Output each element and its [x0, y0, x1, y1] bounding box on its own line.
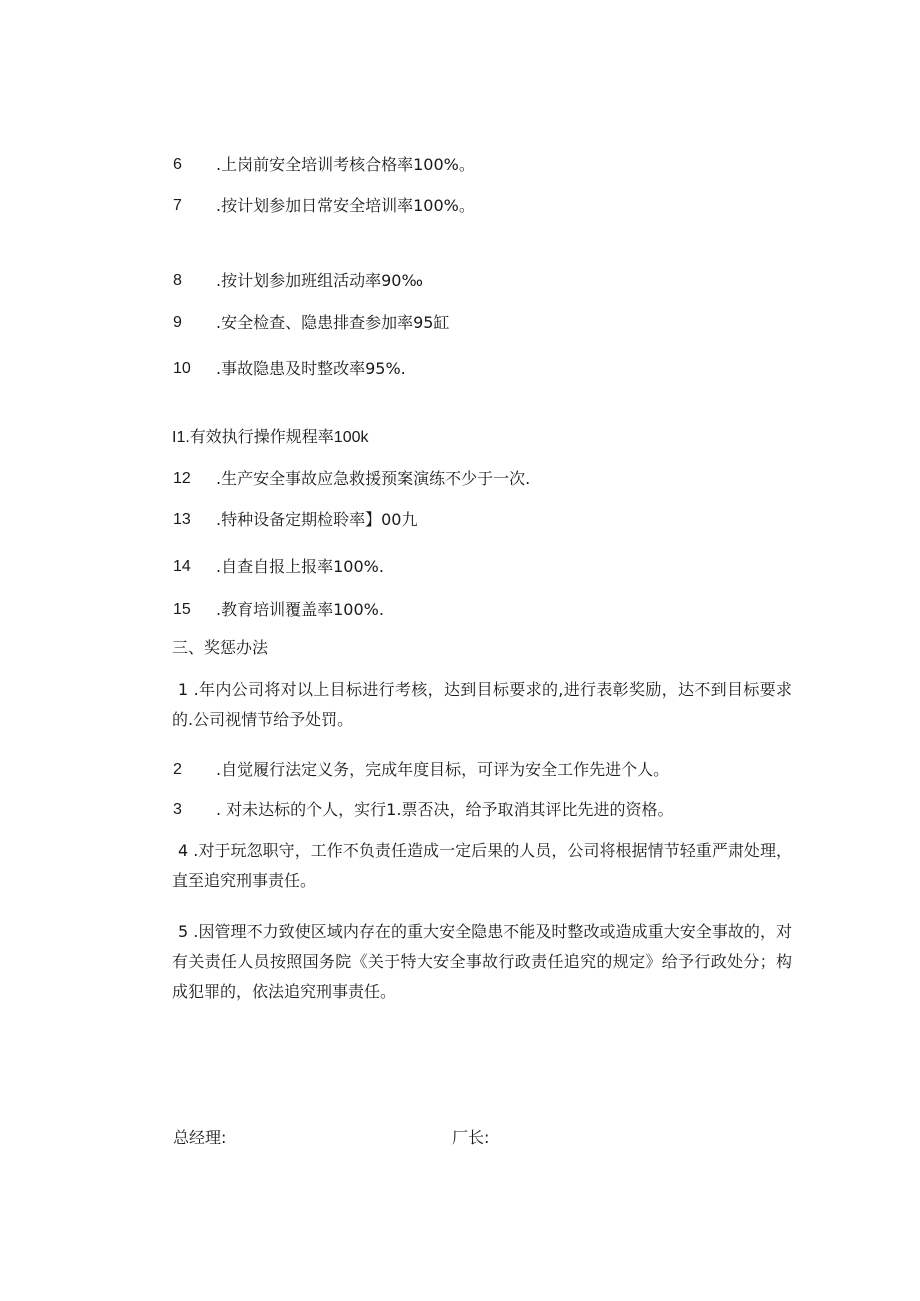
- rule-paragraph: [172, 917, 792, 1007]
- item-text: .生产安全事故应急救援预案演练不少于一次.: [216, 469, 531, 488]
- item-text: .按计划参加班组活动率90‰: [216, 271, 423, 290]
- rule-text: 1 .年内公司将对以上目标进行考核，达到目标要求的,进行表彰奖励，达不到目标要求的.公司视情节给予处罚。: [172, 680, 792, 729]
- rule-number: 2: [173, 761, 182, 778]
- rule-text: .自觉履行法定义务，完成年度目标，可评为安全工作先进个人。: [216, 760, 670, 779]
- item-number: 7: [173, 197, 182, 214]
- item-number: 15: [173, 601, 191, 618]
- item-number: 8: [173, 272, 182, 289]
- rule-number: 3: [173, 801, 182, 818]
- item-text: .教育培训覆盖率100%.: [216, 600, 384, 619]
- rule-paragraph: [172, 675, 792, 735]
- item-text: .按计划参加日常安全培训率100%。: [216, 196, 475, 215]
- item-number: 12: [173, 470, 191, 487]
- item-number: 13: [173, 511, 191, 528]
- item-text: I1.有效执行操作规程率100k: [172, 429, 369, 446]
- item-number: 9: [173, 314, 182, 331]
- factory-director-signature-label: 厂长:: [452, 1128, 490, 1147]
- rule-text: . 对未达标的个人，实行1.票否决，给予取消其评比先进的资格。: [216, 800, 674, 819]
- rule-text: 5 .因管理不力致使区域内存在的重大安全隐患不能及时整改或造成重大安全事故的，对有关责任人员按照国务院《关于特大安全事故行政责任追究的规定》给予行政处分；构成犯罪的，依法追究刑事责任。: [172, 922, 792, 1001]
- rule-text: 4 .对于玩忽职守，工作不负责任造成一定后果的人员，公司将根据情节轻重严肃处理，直至追究刑事责任。: [172, 841, 792, 890]
- general-manager-signature-label: 总经理:: [173, 1128, 227, 1147]
- item-text: .自查自报上报率100%.: [216, 557, 384, 576]
- item-number: 14: [173, 558, 191, 575]
- item-number: 6: [173, 156, 182, 173]
- item-number: 10: [173, 360, 191, 377]
- item-text: .上岗前安全培训考核合格率100%。: [216, 155, 475, 174]
- item-text: .安全检查、隐患排查参加率95缸: [216, 313, 450, 332]
- item-text: .特种设备定期检聆率】00九: [216, 510, 418, 529]
- section-heading: 三、奖惩办法: [172, 638, 269, 657]
- item-text: .事故隐患及时整改率95%.: [216, 359, 406, 378]
- rule-paragraph: [172, 836, 792, 896]
